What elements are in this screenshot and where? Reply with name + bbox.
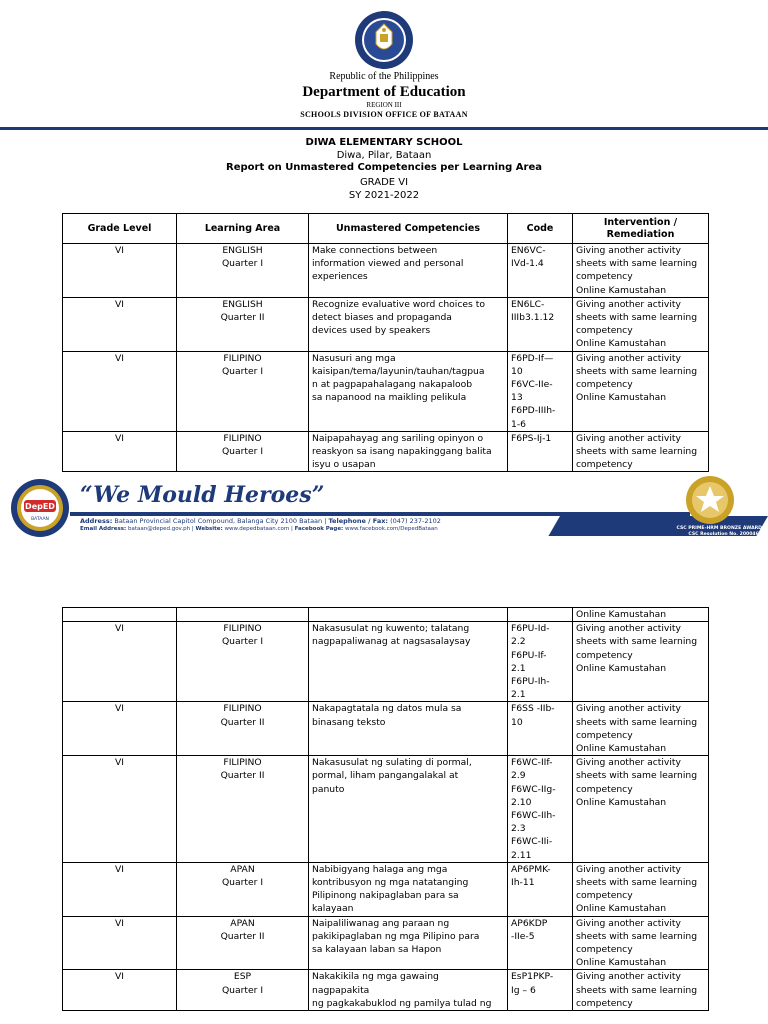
competency-cell: [309, 297, 508, 351]
grade-level-cell: VI: [63, 244, 177, 298]
table-row: [63, 608, 709, 622]
learning-area-cell: [177, 862, 309, 916]
intervention-cell-line: Giving another activity: [576, 432, 681, 444]
code-cell-line: 2.11: [511, 849, 532, 861]
competency-cell-line: nagpapaliwanag at nagsasalaysay: [312, 636, 471, 648]
intervention-cell-line: Online Kamustahan: [576, 609, 667, 620]
competency-cell-line: sa napanood na maikling pelikula: [312, 392, 467, 404]
learning-area-cell-line: Quarter I: [221, 636, 264, 648]
competency-cell-line: devices used by speakers: [312, 325, 431, 337]
competency-cell-line: Nakasusulat ng sulating di pormal,: [312, 757, 472, 769]
page-footer: [0, 470, 768, 540]
intervention-cell: [573, 970, 709, 1011]
code-cell-line: AP6KDP: [511, 917, 548, 929]
website-label: Website:: [195, 526, 223, 532]
code-cell: [508, 970, 573, 1011]
report-title: Report on Unmastered Competencies per Learning Area: [226, 162, 542, 173]
code-cell-line: 13: [511, 392, 523, 404]
grade-level-cell: VI: [63, 622, 177, 702]
table-row: [63, 297, 709, 351]
learning-area-cell-line: Quarter I: [221, 365, 264, 377]
code-cell-line: Ih-11: [511, 877, 535, 889]
table-row: [63, 970, 709, 1011]
code-cell: [508, 862, 573, 916]
competency-cell-line: Nakakikila ng mga gawaing: [312, 971, 439, 983]
competency-cell-line: Pilipinong nakipaglaban para sa: [312, 890, 459, 902]
intervention-cell-line: sheets with same learning: [576, 365, 698, 377]
competency-cell-line: sa kalayaan laban sa Hapon: [312, 944, 442, 956]
facebook-label: Facebook Page:: [294, 526, 344, 532]
intervention-cell-line: Online Kamustahan: [576, 957, 667, 969]
code-cell: [508, 916, 573, 970]
intervention-cell: [573, 431, 709, 472]
intervention-cell-line: competency: [576, 729, 633, 741]
competency-cell-line: binasang teksto: [312, 716, 386, 728]
intervention-cell: [573, 916, 709, 970]
grade-level-cell: VI: [63, 702, 177, 756]
learning-area-cell-line: FILIPINO: [223, 352, 262, 364]
facebook-value: www.facebook.com/DepedBataan: [345, 526, 438, 532]
code-cell-line: F6PS-Ij-1: [511, 432, 552, 444]
code-cell: [508, 702, 573, 756]
grade-level-cell: VI: [63, 970, 177, 1011]
table-row: [63, 756, 709, 863]
competency-cell-line: pakikipaglaban ng mga Pilipino para: [312, 930, 480, 942]
intervention-cell-line: sheets with same learning: [576, 930, 698, 942]
email-value: bataan@deped.gov.ph: [127, 526, 191, 532]
code-cell-line: 1-6: [511, 418, 527, 430]
code-cell-line: F6PD-IIIh-: [511, 405, 556, 417]
intervention-cell-line: sheets with same learning: [576, 877, 698, 889]
intervention-cell-line: Giving another activity: [576, 623, 681, 635]
learning-area-cell: [177, 608, 309, 622]
footer-contact-line: Email Address: bataan@deped.gov.ph | Website: www.depedbataan.com | Facebook Page: www.facebook.com/DepedBataan: [80, 526, 438, 532]
grade-line: GRADE VI: [359, 177, 409, 188]
competency-cell: [309, 916, 508, 970]
table-row: [63, 916, 709, 970]
code-cell-line: 10: [511, 716, 523, 728]
code-cell: [508, 244, 573, 298]
code-cell-line: 10: [511, 365, 523, 377]
competency-table-page2: [62, 607, 709, 1011]
code-cell-line: IVd-1.4: [511, 258, 544, 270]
competency-cell: [309, 244, 508, 298]
code-cell-line: EN6LC-: [511, 298, 545, 310]
grade-level-cell: VI: [63, 756, 177, 863]
code-cell: [508, 351, 573, 431]
intervention-cell-line: Online Kamustahan: [576, 743, 667, 755]
intervention-cell-line: Online Kamustahan: [576, 662, 667, 674]
intervention-cell: [573, 756, 709, 863]
intervention-cell: [573, 862, 709, 916]
intervention-cell-line: Giving another activity: [576, 917, 681, 929]
code-cell: [508, 297, 573, 351]
learning-area-cell: [177, 622, 309, 702]
learning-area-cell-line: Quarter II: [220, 312, 265, 324]
region-line: REGION III: [366, 101, 402, 109]
competency-cell-line: detect biases and propaganda: [312, 312, 452, 324]
intervention-cell-line: sheets with same learning: [576, 770, 698, 782]
intervention-cell-line: sheets with same learning: [576, 984, 698, 996]
learning-area-cell-line: Quarter II: [220, 770, 265, 782]
learning-area-cell: [177, 431, 309, 472]
intervention-cell: [573, 297, 709, 351]
competency-cell-line: Nakapagtatala ng datos mula sa: [312, 703, 462, 715]
intervention-cell-line: Giving another activity: [576, 971, 681, 983]
header-competencies: Unmastered Competencies: [309, 214, 508, 244]
intervention-cell-line: Giving another activity: [576, 245, 681, 256]
award-laurel-icon: [680, 472, 740, 528]
motto: “We Mould Heroes”: [80, 482, 325, 508]
intervention-cell-line: competency: [576, 271, 633, 283]
competency-cell: [309, 970, 508, 1011]
address-label: Address:: [80, 517, 113, 525]
school-year: SY 2021-2022: [348, 190, 420, 201]
competency-cell-line: Recognize evaluative word choices to: [312, 298, 485, 310]
learning-area-cell: [177, 297, 309, 351]
award-resolution: CSC Resolution No. 2000469: [688, 531, 762, 537]
table-row: [63, 862, 709, 916]
table-header-row: [63, 214, 709, 244]
learning-area-cell-line: ENGLISH: [222, 298, 263, 310]
intervention-cell-line: Online Kamustahan: [576, 284, 667, 296]
learning-area-cell: [177, 756, 309, 863]
division-line: SCHOOLS DIVISION OFFICE OF BATAAN: [300, 110, 468, 119]
competency-cell: [309, 431, 508, 472]
competency-cell-line: kalayaan: [312, 903, 354, 915]
website-value: www.depedbataan.com: [224, 526, 290, 532]
code-cell-line: F6WC-IIf-: [511, 757, 553, 769]
learning-area-cell-line: FILIPINO: [223, 757, 262, 769]
intervention-cell-line: competency: [576, 649, 633, 661]
header-learning-area: Learning Area: [177, 214, 309, 244]
award-title: CSC PRIME-HRM BRONZE AWARD: [676, 526, 762, 531]
intervention-cell-line: Giving another activity: [576, 863, 681, 875]
intervention-cell: [573, 622, 709, 702]
code-cell: [508, 756, 573, 863]
learning-area-cell: [177, 351, 309, 431]
intervention-cell-line: sheets with same learning: [576, 258, 698, 270]
competency-cell-line: Nasusuri ang mga: [312, 352, 396, 364]
competency-cell-line: nagpapakita: [312, 984, 370, 996]
intervention-cell-line: sheets with same learning: [576, 446, 698, 458]
intervention-cell-line: Online Kamustahan: [576, 796, 667, 808]
learning-area-cell-line: FILIPINO: [223, 623, 262, 635]
learning-area-cell-line: Quarter I: [221, 258, 264, 270]
competency-cell-line: Naipapahayag ang sariling opinyon o: [312, 432, 484, 444]
grade-level-cell: VI: [63, 916, 177, 970]
competency-cell-line: experiences: [312, 271, 368, 283]
intervention-cell-line: sheets with same learning: [576, 636, 698, 648]
code-cell-line: 2.10: [511, 796, 532, 808]
competency-cell-line: ng pagkakabuklod ng pamilya tulad ng: [312, 997, 492, 1009]
intervention-cell-line: competency: [576, 997, 633, 1009]
code-cell: [508, 431, 573, 472]
code-cell-line: AP6PMK-: [511, 863, 551, 875]
learning-area-cell-line: Quarter II: [220, 930, 265, 942]
competency-cell: [309, 756, 508, 863]
table-row: [63, 431, 709, 472]
learning-area-cell: [177, 916, 309, 970]
learning-area-cell-line: FILIPINO: [223, 703, 262, 715]
grade-level-cell: VI: [63, 862, 177, 916]
competency-cell: [309, 862, 508, 916]
learning-area-cell-line: Quarter I: [221, 984, 264, 996]
republic-line: Republic of the Philippines: [329, 71, 439, 82]
code-cell-line: 2.3: [511, 823, 526, 835]
competency-cell-line: Make connections between: [312, 245, 438, 256]
intervention-cell-line: competency: [576, 890, 633, 902]
intervention-cell-line: Giving another activity: [576, 298, 681, 310]
learning-area-cell-line: APAN: [230, 917, 255, 929]
grade-level-cell: VI: [63, 297, 177, 351]
intervention-cell-line: Online Kamustahan: [576, 903, 667, 915]
header-intervention-line2: Remediation: [606, 228, 675, 240]
competency-table-page1: [62, 213, 709, 472]
code-cell-line: EN6VC-: [511, 245, 546, 256]
intervention-cell-line: competency: [576, 783, 633, 795]
intervention-cell-line: Giving another activity: [576, 703, 681, 715]
competency-cell-line: isyu o usapan: [312, 459, 376, 471]
logo-subtext: BATAAN: [31, 517, 49, 522]
learning-area-cell: [177, 970, 309, 1011]
code-cell-line: F6PU-Ih-: [511, 676, 550, 688]
intervention-cell-line: Giving another activity: [576, 757, 681, 769]
deped-seal-logo: [354, 10, 414, 70]
intervention-cell-line: Online Kamustahan: [576, 338, 667, 350]
learning-area-cell-line: Quarter II: [220, 716, 265, 728]
intervention-cell: [573, 351, 709, 431]
competency-cell: [309, 351, 508, 431]
phone-value: (047) 237-2102: [390, 517, 441, 525]
code-cell-line: F6WC-IIg-: [511, 783, 556, 795]
code-cell-line: F6SS -IIb-: [511, 703, 555, 715]
competency-cell-line: panuto: [312, 783, 345, 795]
code-cell-line: Ig – 6: [511, 984, 536, 996]
phone-label: Telephone / Fax:: [328, 517, 389, 525]
learning-area-cell-line: ESP: [233, 971, 252, 983]
code-cell-line: 2.9: [511, 770, 526, 782]
code-cell-line: F6WC-IIh-: [511, 810, 556, 822]
grade-level-cell: VI: [63, 351, 177, 431]
department-name: Department of Education: [302, 84, 466, 100]
intervention-cell: [573, 244, 709, 298]
school-address: Diwa, Pilar, Bataan: [336, 150, 432, 161]
learning-area-cell-line: APAN: [230, 863, 255, 875]
header-rule: [0, 127, 768, 130]
competency-cell: [309, 702, 508, 756]
competency-cell-line: kontribusyon ng mga natatanging: [312, 877, 469, 889]
code-cell-line: 2.1: [511, 689, 526, 701]
code-cell: [508, 608, 573, 622]
award-caption: [650, 526, 768, 537]
competency-cell-line: Nabibigyang halaga ang mga: [312, 863, 448, 875]
header-intervention-line1: Intervention /: [603, 216, 678, 228]
competency-cell-line: n at pagpapahalagang nakapaloob: [312, 379, 473, 391]
header-code: Code: [508, 214, 573, 244]
competency-cell-line: information viewed and personal: [312, 258, 464, 270]
competency-cell-line: reaskyon sa isang napakinggang balita: [312, 446, 492, 458]
competency-cell: [309, 608, 508, 622]
learning-area-cell-line: Quarter I: [221, 877, 264, 889]
code-cell-line: F6VC-IIe-: [511, 379, 553, 391]
learning-area-cell-line: FILIPINO: [223, 432, 262, 444]
learning-area-cell: [177, 244, 309, 298]
code-cell: [508, 622, 573, 702]
intervention-cell-line: competency: [576, 459, 633, 471]
code-cell-line: IIIb3.1.12: [511, 312, 555, 324]
deped-bataan-logo: [10, 478, 70, 538]
table-row: [63, 351, 709, 431]
learning-area-cell-line: ENGLISH: [222, 245, 263, 256]
learning-area-cell-line: Quarter I: [221, 446, 264, 458]
code-cell-line: F6WC-IIi-: [511, 836, 553, 848]
grade-level-cell: VI: [63, 431, 177, 472]
table-row: [63, 702, 709, 756]
code-cell-line: 2.1: [511, 662, 526, 674]
logo-text: DepED: [25, 502, 55, 511]
grade-level-cell: [63, 608, 177, 622]
intervention-cell-line: sheets with same learning: [576, 716, 698, 728]
code-cell-line: F6PU-If-: [511, 649, 547, 661]
school-name: DIWA ELEMENTARY SCHOOL: [305, 137, 463, 148]
competency-cell: [309, 622, 508, 702]
code-cell-line: F6PU-Id-: [511, 623, 550, 635]
email-label: Email Address:: [80, 526, 127, 532]
table-row: [63, 622, 709, 702]
intervention-cell-line: sheets with same learning: [576, 312, 698, 324]
intervention-cell-line: competency: [576, 379, 633, 391]
intervention-cell: [573, 608, 709, 622]
footer-address-line: Address: Bataan Provincial Capitol Compound, Balanga City 2100 Bataan | Telephone / Fax: (047) 237-2102: [80, 517, 441, 525]
header-grade-level: Grade Level: [63, 214, 177, 244]
competency-cell-line: kaisipan/tema/layunin/tauhan/tagpua: [312, 365, 485, 377]
intervention-cell-line: Online Kamustahan: [576, 392, 667, 404]
competency-cell-line: Naipaliliwanag ang paraan ng: [312, 917, 450, 929]
code-cell-line: EsP1PKP-: [511, 971, 554, 983]
address-value: Bataan Provincial Capitol Compound, Balanga City 2100 Bataan: [114, 517, 323, 525]
competency-cell-line: pormal, liham pangangalakal at: [312, 770, 459, 782]
intervention-cell-line: Giving another activity: [576, 352, 681, 364]
code-cell-line: 2.2: [511, 636, 526, 648]
table-row: [63, 244, 709, 298]
code-cell-line: F6PD-If—: [511, 352, 554, 364]
intervention-cell-line: competency: [576, 325, 633, 337]
intervention-cell-line: competency: [576, 944, 633, 956]
intervention-cell: [573, 702, 709, 756]
header-intervention: [573, 214, 709, 244]
competency-cell-line: Nakasusulat ng kuwento; talatang: [312, 623, 470, 635]
code-cell-line: -IIe-5: [511, 930, 535, 942]
learning-area-cell: [177, 702, 309, 756]
